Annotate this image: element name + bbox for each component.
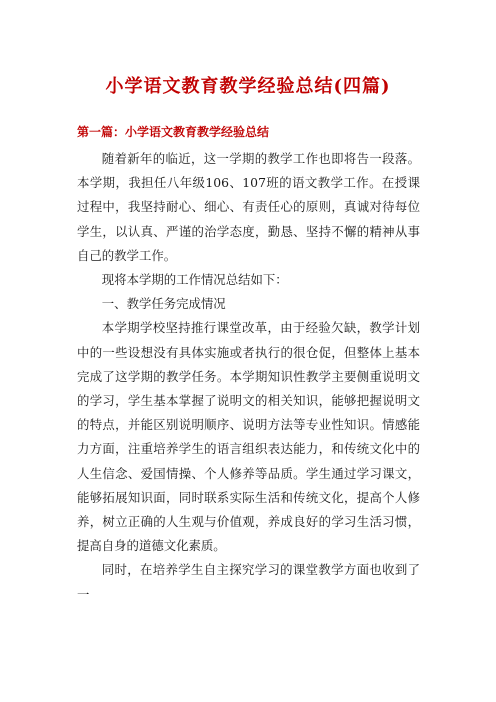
paragraph-subheading-teaching-tasks: 一、教学任务完成情况 [101, 296, 226, 312]
paragraph-continuation: 同时，在培养学生自主探究学习的课堂教学方面也收到了一 [77, 562, 420, 602]
paragraph-teaching-tasks: 本学期学校坚持推行课堂改革，由于经验欠缺，教学计划中的一些设想没有具体实施或者执行的很仓促，但整体上基本完成了这学期的教学任务。本学期知识性教学主要侧重说明文的学习，学生基本掌握了说明文的相关知识，能够把握说明文的特点，并能区别说明顺序、说明方法等专业性知识。情感能力方面，注重培养学生的语言组织表达能力，和传统文化中的人生信念、爱国情操、个人修养等品质。学生通过学习课文，能够拓展知识面，同时联系实际生活和传统文化，提高个人修养，树立正确的人生观与价值观，养成良好的学习生活习惯，提高自身的道德文化素质。 [77, 320, 420, 554]
document-title: 小学语文教育教学经验总结(四篇) [105, 76, 391, 97]
document-body [77, 147, 420, 607]
section-heading: 第一篇：小学语文教育教学经验总结 [77, 125, 270, 139]
paragraph-summary-lead: 现将本学期的工作情况总结如下： [101, 272, 288, 288]
paragraph-intro: 随着新年的临近，这一学期的教学工作也即将告一段落。本学期，我担任八年级106、107班的语文教学工作。在授课过程中，我坚持耐心、细心、有责任心的原则，真诚对待每位学生，以认真、严谨的治学态度，勤恳、坚持不懈的精神从事自己的教学工作。 [77, 151, 420, 263]
